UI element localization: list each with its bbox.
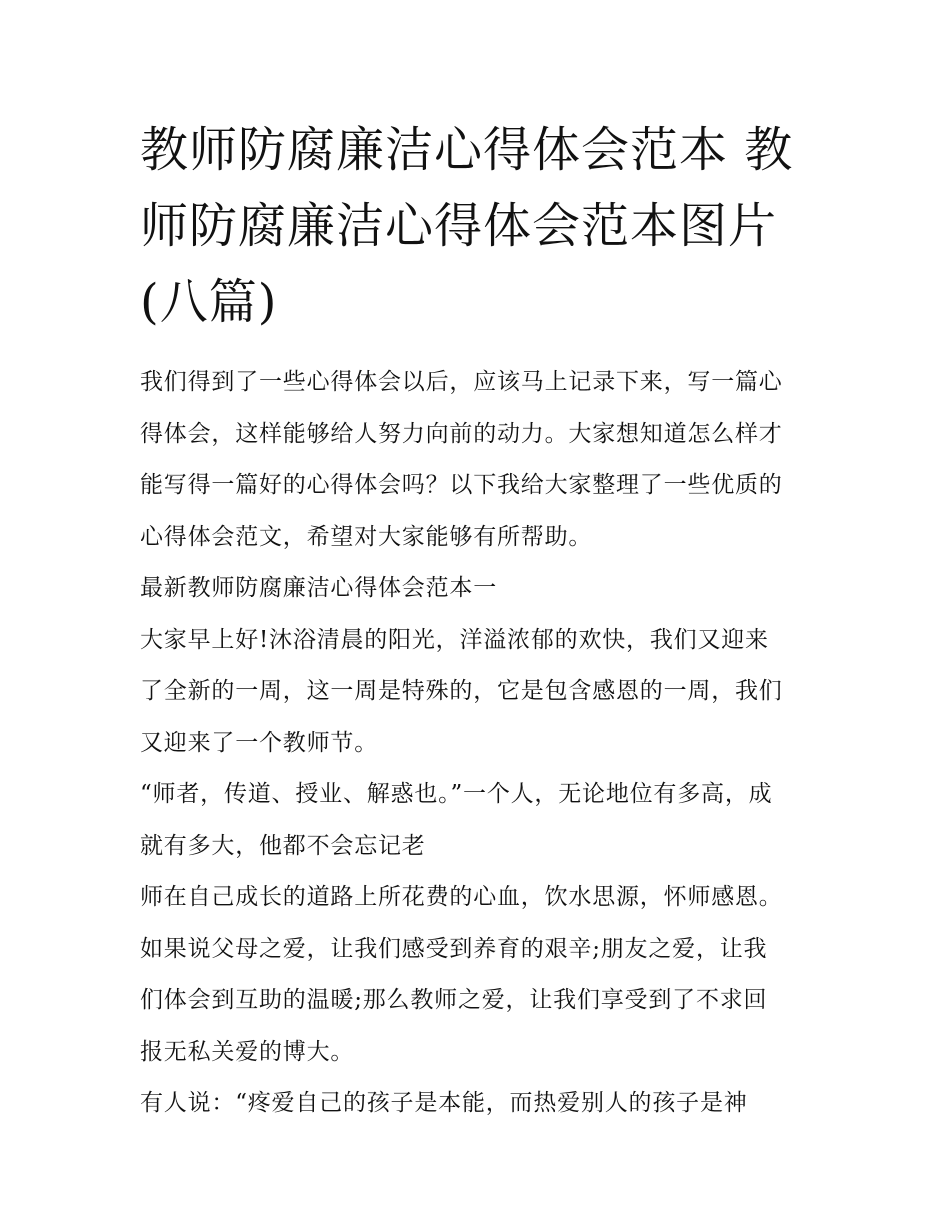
paragraph-gratitude <box>140 872 830 1078</box>
section-heading: 最新教师防腐廉洁心得体会范本一 <box>140 575 497 601</box>
title-line: (八篇) <box>140 274 278 330</box>
text-line: 能写得一篇好的心得体会吗？以下我给大家整理了一些优质的 <box>140 472 783 498</box>
text-line: 如果说父母之爱，让我们感受到养育的艰辛;朋友之爱，让我 <box>140 935 768 962</box>
text-line: “师者，传道、授业、解惑也。”一个人，无论地位有多高，成 <box>140 781 773 807</box>
text-line: 心得体会范文，希望对大家能够有所帮助。 <box>140 523 593 550</box>
text-line: 得体会，这样能够给人努力向前的动力。大家想知道怎么样才 <box>140 420 783 447</box>
text-line: 又迎来了一个教师节。 <box>140 729 378 756</box>
text-line: 我们得到了一些心得体会以后，应该马上记录下来，写一篇心 <box>140 369 783 395</box>
document-body <box>140 357 830 1130</box>
text-line: 大家早上好!沐浴清晨的阳光，洋溢浓郁的欢快，我们又迎来 <box>140 626 769 653</box>
text-line: 们体会到互助的温暖;那么教师之爱，让我们享受到了不求回 <box>140 987 768 1013</box>
text-line: 报无私关爱的博大。 <box>140 1038 355 1065</box>
paragraph-saying <box>140 1078 830 1130</box>
text-line: 就有多大，他都不会忘记老 <box>140 832 426 859</box>
text-line: 师在自己成长的道路上所花费的心血，饮水思源，怀师感恩。 <box>140 884 783 910</box>
paragraph-quote <box>140 769 830 872</box>
paragraph-greeting <box>140 615 830 770</box>
text-line: 了全新的一周，这一周是特殊的，它是包含感恩的一周，我们 <box>140 678 783 704</box>
text-line: 有人说：“疼爱自己的孩子是本能，而热爱别人的孩子是神 <box>140 1090 748 1116</box>
document-title <box>140 112 820 340</box>
title-line: 师防腐廉洁心得体会范本图片 <box>140 198 778 254</box>
title-line: 教师防腐廉洁心得体会范本 教 <box>140 122 794 178</box>
intro-paragraph <box>140 357 830 563</box>
